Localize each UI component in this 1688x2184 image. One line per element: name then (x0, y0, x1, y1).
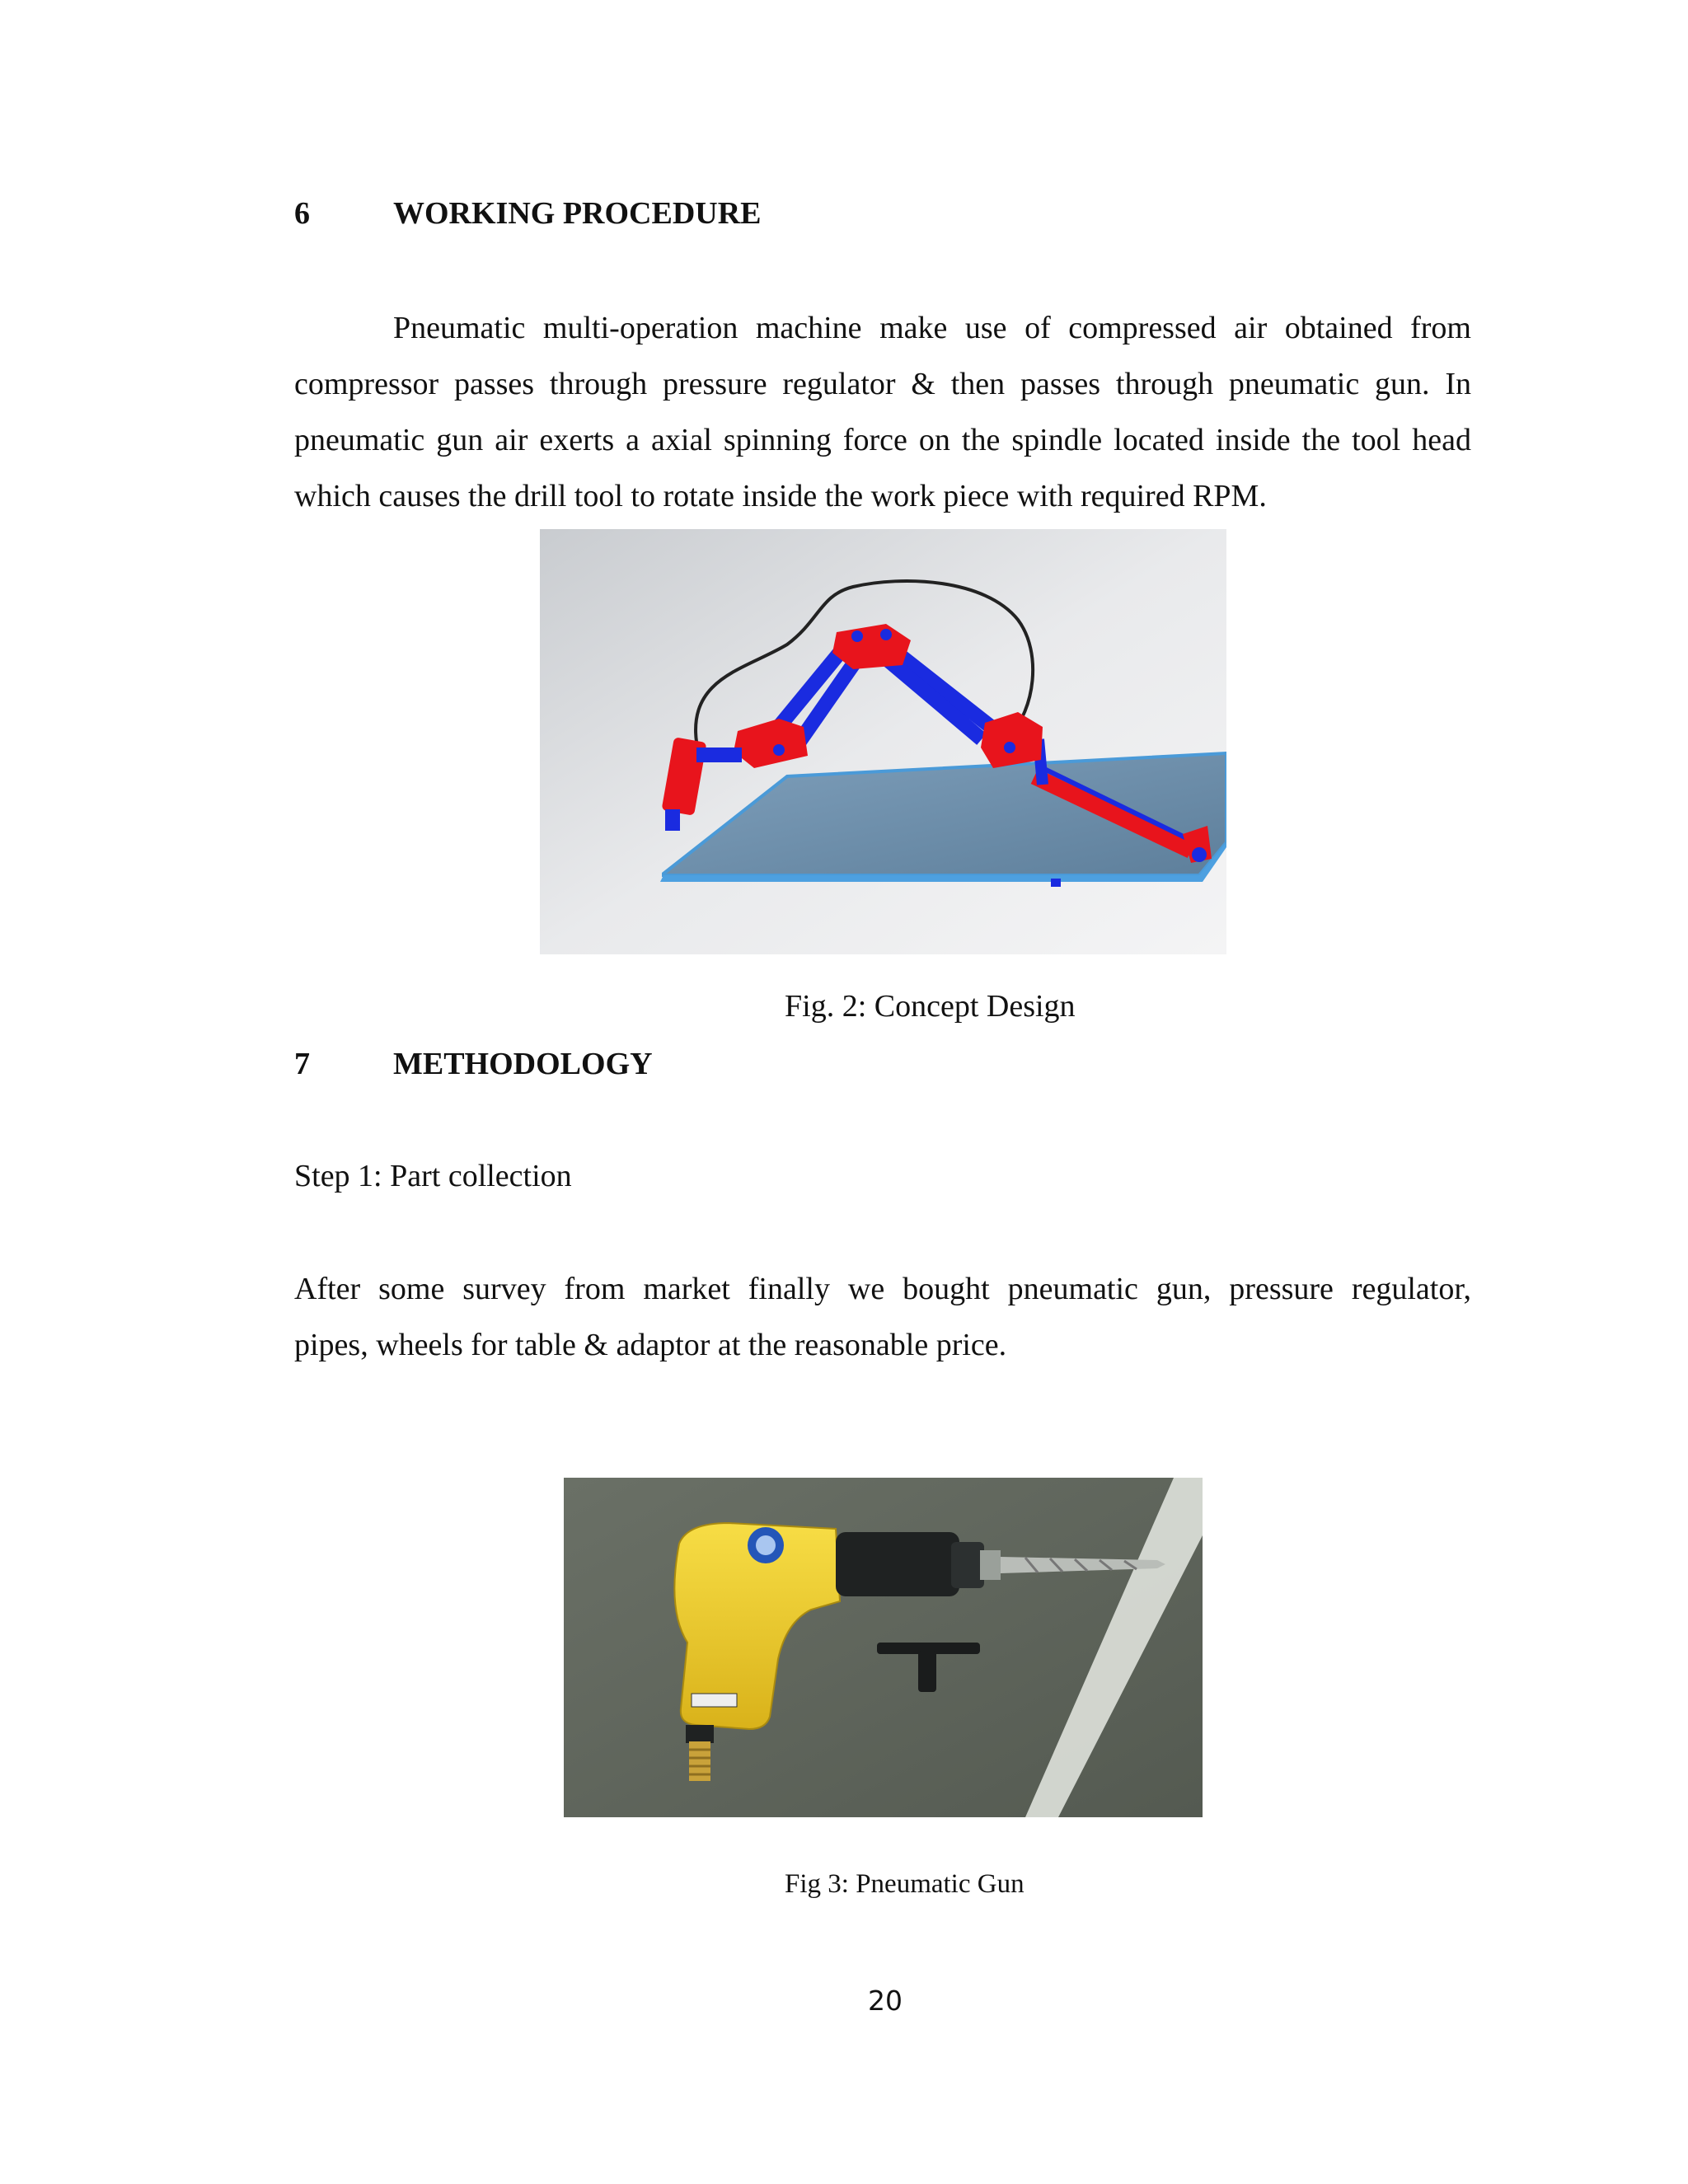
figure-3-caption: Fig 3: Pneumatic Gun (785, 1869, 1025, 1899)
paragraph-line: pipes, wheels for table & adaptor at the reasonable price. (294, 1328, 1007, 1362)
section-title: WORKING PROCEDURE (393, 196, 762, 231)
concept-design-image (540, 529, 1226, 954)
page-number: 20 (868, 1985, 903, 2017)
part-collection-paragraph (294, 1261, 1471, 1373)
section-title: METHODOLOGY (393, 1047, 653, 1081)
paragraph-line: Pneumatic multi-operation machine make use of compressed air obtained from (393, 311, 1471, 345)
pneumatic-gun-image (564, 1478, 1203, 1817)
section-7-heading (294, 1045, 1036, 1083)
paragraph-line: which causes the drill tool to rotate inside the work piece with required RPM. (294, 479, 1267, 513)
paragraph-line: compressor passes through pressure regulator & then passes through pneumatic gun. In (294, 367, 1471, 401)
paragraph-line: pneumatic gun air exerts a axial spinning force on the spindle located inside the tool head (294, 423, 1471, 457)
section-number: 7 (294, 1047, 310, 1081)
section-6-heading (294, 194, 1036, 232)
section-number: 6 (294, 196, 310, 231)
step-1-label: Step 1: Part collection (294, 1159, 572, 1193)
figure-2-caption: Fig. 2: Concept Design (785, 989, 1076, 1024)
paragraph-line: After some survey from market finally we bought pneumatic gun, pressure regulator, (294, 1272, 1471, 1306)
working-procedure-paragraph (294, 300, 1471, 524)
